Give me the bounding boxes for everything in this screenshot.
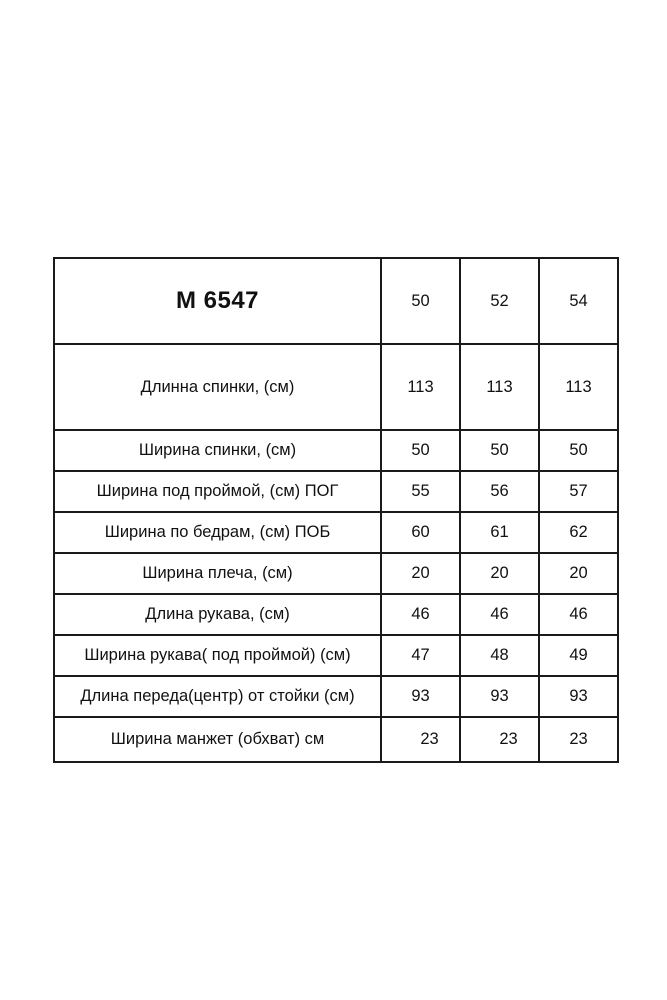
value-size-52: 61 — [460, 512, 539, 553]
value-size-50: 50 — [381, 430, 460, 471]
size-chart-table — [53, 257, 619, 763]
size-header-50: 50 — [381, 258, 460, 344]
value-size-52: 50 — [460, 430, 539, 471]
row-label: Ширина плеча, (см) — [54, 553, 381, 594]
table-row — [54, 676, 618, 717]
value-size-50: 47 — [381, 635, 460, 676]
value-size-54: 93 — [539, 676, 618, 717]
row-label: Ширина манжет (обхват) см — [54, 717, 381, 762]
value-size-50: 93 — [381, 676, 460, 717]
size-header-52: 52 — [460, 258, 539, 344]
value-size-52: 93 — [460, 676, 539, 717]
value-size-50: 23 — [381, 717, 460, 762]
row-label: Ширина рукава( под проймой) (см) — [54, 635, 381, 676]
table-row — [54, 717, 618, 762]
row-label: Ширина под проймой, (см) ПОГ — [54, 471, 381, 512]
value-size-52: 23 — [460, 717, 539, 762]
value-size-50: 20 — [381, 553, 460, 594]
table-row — [54, 635, 618, 676]
row-label: Ширина по бедрам, (см) ПОБ — [54, 512, 381, 553]
value-size-50: 55 — [381, 471, 460, 512]
value-size-50: 46 — [381, 594, 460, 635]
value-size-54: 62 — [539, 512, 618, 553]
value-size-54: 57 — [539, 471, 618, 512]
value-size-54: 49 — [539, 635, 618, 676]
model-title-cell — [54, 258, 381, 344]
value-size-52: 113 — [460, 344, 539, 430]
header-row — [54, 258, 618, 344]
value-size-54: 46 — [539, 594, 618, 635]
table-row — [54, 430, 618, 471]
value-size-52: 20 — [460, 553, 539, 594]
row-label: Ширина спинки, (см) — [54, 430, 381, 471]
value-size-52: 56 — [460, 471, 539, 512]
model-title: M 6547 — [175, 286, 260, 314]
value-size-54: 23 — [539, 717, 618, 762]
table-row — [54, 471, 618, 512]
table-row — [54, 344, 618, 430]
value-size-54: 113 — [539, 344, 618, 430]
value-size-52: 46 — [460, 594, 539, 635]
value-size-54: 50 — [539, 430, 618, 471]
size-header-54: 54 — [539, 258, 618, 344]
table-row — [54, 512, 618, 553]
row-label: Длина рукава, (см) — [54, 594, 381, 635]
table-row — [54, 553, 618, 594]
value-size-54: 20 — [539, 553, 618, 594]
row-label: Длина переда(центр) от стойки (см) — [54, 676, 381, 717]
value-size-50: 60 — [381, 512, 460, 553]
value-size-50: 113 — [381, 344, 460, 430]
value-size-52: 48 — [460, 635, 539, 676]
table-row — [54, 594, 618, 635]
row-label: Длинна спинки, (см) — [54, 344, 381, 430]
